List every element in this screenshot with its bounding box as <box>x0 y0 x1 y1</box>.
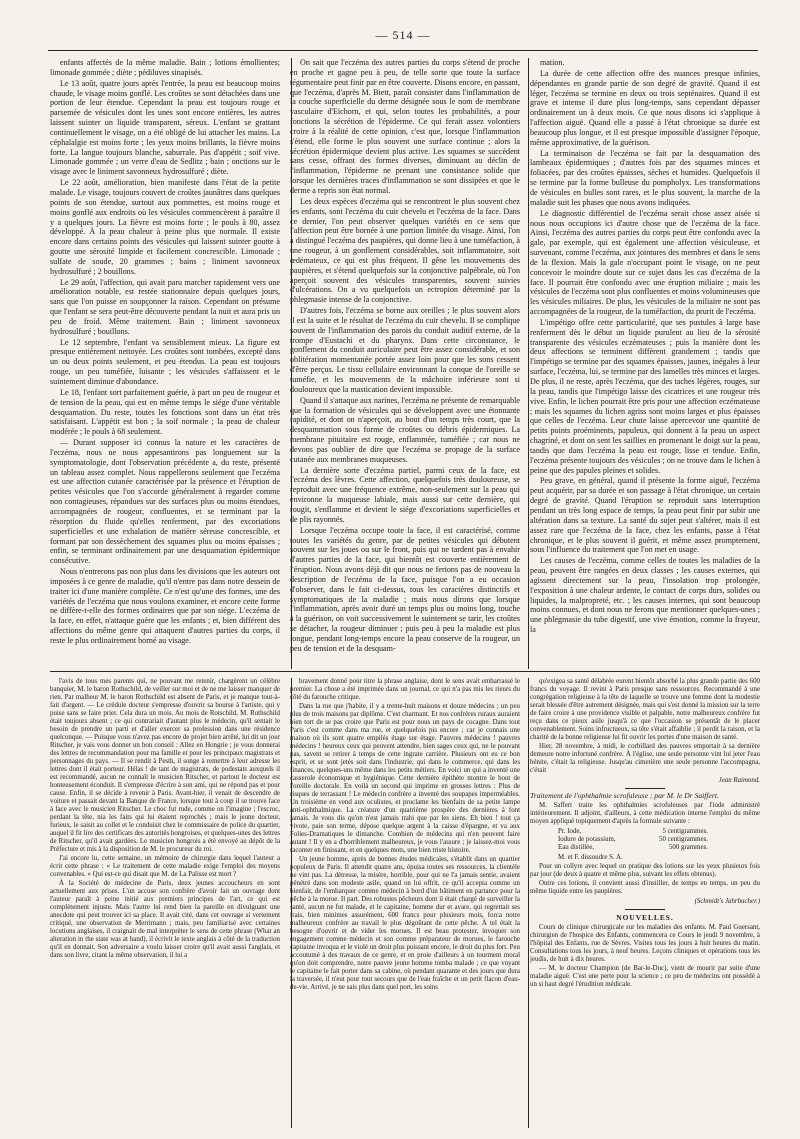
prescription-formula <box>558 828 760 852</box>
ingredient-name: Pr. Iode, <box>558 828 582 835</box>
paragraph: qu'exigea sa santé délabrée eurent bientôt absorbé la plus grande partie des 600 francs du voyage. Il revint à Paris presque sans ressources. Recommandé à une congrégation religieuse à la tête de laquelle se trouve une femme dont la modestie serait blessée d'être autrement désignée, mais qui s'est donné la mission sur la terre de faire croire à une providence visible et palpable, notre malheureux confrère fut reçu dans ce pieux asile jusqu'à ce que l'occasion se présentât de le placer convenablement. Soins infructueux, sa tête s'était affaiblie ; il perdit la raison, et la charité de la bonne religieuse lui fit ouvrir les portes d'une maison de santé. <box>530 678 760 741</box>
news-item: Cours de clinique chirurgicale sur les maladies des enfants. M. Paul Guersant, chirurgien de l'hospice des Enfants, commencera ce Cours le jeudi 9 novembre, à l'hôpital des Enfants, rue de Sèvres. Visites tous les jours à huit heures du matin. Consultations tous les jours, à neuf heures. Leçons cliniques et opérations tous les jeudis, de huit à dix heures. <box>530 924 760 963</box>
ingredient-quantity: 500 grammes. <box>668 844 708 851</box>
paragraph: — Durant supposer ici connus la nature et les caractères de l'eczéma, nous ne nous appesantirons pas longuement sur la symptomatologie, dont l'observation précédente a, du reste, présenté un tableau assez complet. Nous rappellerons seulement que l'eczéma est une affection cutanée caractérisée par la présence et l'éruption de petites vésicules que l'on s'accorde généralement à regarder comme non contagieuses, répandues sur des surfaces plus ou moins étendues, accompagnées de rougeur, confluentes, et se terminant par la résorption du fluide qu'elles renferment, par des excoriations superficielles et une exhalation de matière séreuse concrescible, et formant par son dessèchement des squames plus ou moins épaisses ; enfin, se terminant ordinairement par une desquamation épidermique consécutive. <box>50 438 280 566</box>
paragraph: enfants affectés de la même maladie. Bain ; lotions émollientes; limonade gommée ; diète ; pédiluves sinapisés. <box>50 58 280 77</box>
paragraph: Les deux espèces d'eczéma qui se rencontrent le plus souvent chez les enfants, sont l'eczéma du cuir chevelu et l'eczéma de la face. Dans ce dernier, l'on peut observer quelques variétés en ce sens que l'affection peut être bornée à une portion limitée du visage. Ainsi, l'on a distingué l'eczéma des paupières, qui donne lieu à une tuméfaction, à une rougeur, à un gonflement considérables, soit inflammatoire, soit œdémateux, ce qui est plus fréquent. Il gêne les mouvements des paupières, et s'étend quelquefois sur la conjonctive palpébrale, où l'on aperçoit souvent des vésicules transparentes, souvent suivies d'ulcérations. On a vu quelquefois un ectropion déterminé par la phlegmasie intense de la conjonctive. <box>290 196 520 305</box>
small-rule <box>625 788 665 789</box>
main-article-columns <box>50 58 760 669</box>
small-rule <box>625 909 665 910</box>
paragraph: D'autres fois, l'eczéma se borne aux oreilles ; le plus souvent alors il est la suite et le résultat de l'eczéma du cuir chevelu. Il se complique souvent de l'inflammation des parois du conduit auditif externe, de la trompe d'Eustachi et du pharynx. Dans cette circonstance, le gonflement du conduit auriculaire peut être assez considérable, et son oblitération momentanée portée assez loin pour que les sons cessent d'être perçus. Le tissu cellulaire environnant la conque de l'oreille se tuméfie, et les mouvements de la mâchoire inférieure sont si douloureux que la mastication devient impossible. <box>290 306 520 394</box>
paragraph: La dernière sorte d'eczéma partiel, parmi ceux de la face, est l'eczéma des lèvres. Cette affection, quelquefois très douloureuse, se reproduit avec une fréquence extrême, non-seulement sur la peau qui environne la muqueuse labiale, mais aussi sur cette dernière, qui rougit, s'enflamme et devient le siége d'excoriations superficielles et de plis rayonnés. <box>290 465 520 524</box>
paragraph: Le 18, l'enfant sort parfaitement guérie, à part un peu de rougeur et de tension de la peau, qui est en même temps le siége d'une véritable desquamation. Du reste, toutes les fonctions sont dans un état très satisfaisant. L'appétit est bon ; la soif normale ; la peau de chaleur modérée ; le pouls à 68 seulement. <box>50 387 280 437</box>
feuilleton-columns <box>50 678 760 1128</box>
paragraph: l'avis de tous mes parents qui, ne pouvant me retenir, chargèrent un célèbre banquier, M. le baron Rothschild, de veiller sur moi et de ne me laisser manquer de rien. Par malheur M. le baron Rothschild est absent de Paris, et je manque tout-à-fait d'argent. — Le crédule docteur s'empresse d'ouvrir sa bourse à l'artiste, qui y puise sans se faire prier. Cela dura un mois. Au mois de Rotschild, M. Rothschild était toujours absent ; ce qui contrariait d'autant plus le médecin, qu'il sentait le besoin de prendre un parti et d'aller exercer sa profession dans une résidence quelconque. — Puisque vous n'avez pas encore de projet bien arrêté, lui dit un jour Ritscher, je vais vous donner un bon conseil : Allez en Hongrie ; je vous donnerai des lettres de recommandation pour ma famille et pour les principaux magistrats et personnages du pays. — Il se rendit à Pesth, il songe à remettre à leur adresse les lettres dont il était porteur. Hélas ! de tant de magistrats, de podestats auxquels il est recommandé, aucun ne connaît le musicien Ritscher, et partout le docteur est honteusement éconduit. Il s'empresse d'écrire à son ami, qui ne répond pas et pour cause. Enfin, il se décide à revenir à Paris. Avant-hier, il venait de descendre de voiture et passait devant la Banque de France, lorsque tout à coup il se trouve face à face avec le musicien Ritscher. Le choc fut rude, comme on l'imagine ; l'escroc, perdant la tête, nia les faits qui lui étaient reprochés ; mais le jeune docteur, furieux, le saisit au collet et le conduisit chez le commissaire de police du quartier, auquel il fit lire des certificats des autorités hongroises, et quelques-unes des lettres de Ritscher, qu'il avait gardées. Le musicien hongrois a été envoyé au dépôt de la Préfecture et mis à la disposition de M. le procureur du roi. <box>50 678 280 853</box>
paragraph: Pour un collyre avec lequel on pratique des lotions sur les yeux plusieurs fois par jour (de deux à quatre et même plus, suivant les effets obtenus). <box>530 863 760 878</box>
paragraph: À la Société de médecine de Paris, deux jeunes accoucheurs en sont actuellement aux prises. L'un accuse son confrère d'avoir fait un ouvrage dont l'auteur paraît à peine initié aux premiers principes de l'art, ce qui est complètement injuste. Mais l'autre lui rend bien la pareille en divulguant une anecdote qui peut trouver ici sa place. Il avait cité, dans cet ouvrage si vertement critiqué, une observation de Merrimann ; mais, peu familiarisé avec certaines locutions anglaises, il craignait de mal interpréter le sens de cette phrase (What an alteration in the state was at hand), il écrivit le texte anglais à côté de la traduction qu'il en donnait. Son adversaire a voulu laisser croire qu'il avait aussi l'anglais, et dans son livre, citant la même observation, il lui a <box>50 880 280 959</box>
column-divider <box>291 58 292 669</box>
ingredient-name: Iodure de potassium, <box>558 836 616 843</box>
bottom-column-2 <box>290 678 520 1128</box>
page-header <box>48 20 758 44</box>
bottom-column-1 <box>50 678 280 1128</box>
paragraph: Quand il s'attaque aux narines, l'eczéma ne présente de remarquable que la formation de vésicules qui se développent avec une étonnante rapidité, et dont on n'aperçoit, au bout d'un temps très court, que la desquammation sous forme de croûtes ou débris épidermiques. La membrane pituitaire est rouge, enflammée, tuméfiée ; car nous ne devons pas oublier de dire que l'eczéma se propage de la surface cutanée aux membranes muqueuses. <box>290 395 520 464</box>
paragraph: bravement donné pour titre la phrase anglaise, dont le sens avait embarrassé le premier. La chose a été imprimée dans un journal, ce qui n'a pas mis les rieurs du côté du farouche critique. <box>290 678 520 701</box>
paragraph: On sait que l'eczéma des autres parties du corps s'étend de proche en proche et gagne peu à peu, de telle sorte que toute la surface tégumentaire peut finir par en être couverte. Disons encore, en passant, que l'eczéma, d'après M. Biett, paraît consister dans l'inflammation de la couche superficielle du derme désignée sous le nom de membrane vasculaire d'Eichorn, et qui, selon toutes les probabilités, a pour fonctions la sécrétion de l'épiderme. Ce qui ferait assez volontiers croire à la réalité de cette opinion, c'est que, lorsque l'inflammation s'étend, elle forme le plus souvent une surface continue ; alors la sécrétion épidermique devient plus active. Les squames se succèdent sans cesse, offrant des formes diverses, diminuant au déclin de l'inflammation, l'épiderme ne prenant une consistance solide que lorsque les dernières traces d'inflammation se sont dissipées et que le derme a repris son état normal. <box>290 58 520 195</box>
paragraph: mation. <box>540 58 565 67</box>
ingredient-quantity: 50 centigrammes. <box>659 836 708 843</box>
paragraph: Outre ces lotions, il convient aussi d'instiller, de temps en temps, un peu du même liquide entre les paupières. <box>530 880 760 895</box>
paragraph: Le 13 août, quatre jours après l'entrée, la peau est beaucoup moins chaude, le visage moins gonflé. Les croûtes se sont détachées dans une portion de leur étendue. Cependant la peau est toujours rouge et parsemée de vésicules dont les unes sont encore entières, les autres laissent suinter un liquide transparent, séreux. L'enfant se grattant continuellement le visage, on a été obligé de lui attacher les mains. La céphalalgie est moins forte ; les yeux moins brillants, la fièvre moins forte. La langue toujours blanche, saburrale. Pas d'appétit ; soif vive. Limonade gommée ; un verre d'eau de Sedlitz ; bain ; onctions sur le visage avec le liniment savonneux hydrosulfuré ; diète. <box>50 78 280 177</box>
formula-row <box>558 828 708 836</box>
ingredient-name: Eau distillée, <box>558 844 594 851</box>
top-column-3 <box>530 58 760 669</box>
paragraph: Le diagnostic différentiel de l'eczéma serait chose assez aisée si nous nous occupions ici d'autre chose que de l'eczéma de la face. Ainsi, l'eczéma des autres parties du corps peut être confondu avec la gale, par exemple, qui est également une affection vésiculeuse, et survenant, comme l'eczéma, aux jointures des membres et dans le sens de la flexion. Mais la gale n'occupant point le visage, on ne peut concevoir le moindre doute sur ce sujet dans les cas d'eczéma de la face. Il pourrait être confondu avec une éruption miliaire ; mais les vésicules de l'eczéma sont plus confluentes et moins volumineuses que les vésicules miliaires. De plus, les vésicules de la miliaire ne sont pas accompagnées de la rougeur, de la tuméfaction, du prurit de l'eczéma. <box>530 208 760 317</box>
formula-row <box>558 836 708 844</box>
formula-note: M. et F. dissoudre S. A. <box>558 854 623 861</box>
page-number: — 514 — <box>375 28 431 42</box>
paragraph: Les causes de l'eczéma, comme celles de toutes les maladies de la peau, peuvent être rangées en deux classes ; les causes externes, qui agissent directement sur la peau, l'insolation trop prolongée, l'exposition à une chaleur ardente, le contact de corps durs, solides ou liquides, la malpropreté, etc. ; les causes internes, qui sont beaucoup moins connues, et dont nous ne ferons que mentionner quelques-unes ; une phlegmasie du tube digestif, une vive émotion, comme la frayeur, la <box>530 556 760 635</box>
article-title: Traitement de l'ophthalmie scrofuleuse ; par M. le Dr Saiffert. <box>530 791 719 800</box>
news-item: — M. le docteur Champion (de Bar-le-Duc), vient de mourir par suite d'une maladie aiguë. C'est une perte pour la science ; ce peu de médecins ont possédé à un si haut degré l'érudition médicale. <box>530 965 760 988</box>
column-divider <box>291 678 292 1128</box>
section-divider <box>50 671 760 672</box>
paragraph: Peu grave, en général, quand il présente la forme aiguë, l'eczéma peut acquérir, par sa durée et son passage à l'état chronique, un certain degré de gravité. Quand l'éruption se reproduit sans interruption pendant un très long espace de temps, la peau peut finir par subir une altération dans sa texture. La santé du sujet peut s'altérer, mais il est assez rare que l'eczéma de la face, chez les enfants, passe à l'état chronique, et le plus souvent il guérit, et même assez promptement, sous l'influence du traitement que l'on met en usage. <box>530 476 760 555</box>
header-rule <box>48 50 758 51</box>
paragraph: Le 22 août, amélioration, bien manifeste dans l'état de la petite malade. Le visage, toujours couvert de croûtes jaunâtres dans quelques points de son étendue, surtout aux pommettes, est moins rouge et moins gonflé aux endroits où les vésicules commencèrent à paraître il y a quelques jours. La fièvre est moins forte ; le pouls à 80, assez développé. À la peau chaleur à peine plus que normale. Il existe encore dans certains points des vésicules qui laissent suinter goutte à goutte une sérosité limpide et facilement concrescible. Limonade ; sulfate de soude, 20 grammes ; bains ; liniment savonneux hydrosulfuré ; 2 bouillons. <box>50 178 280 276</box>
ingredient-quantity: 5 centigrammes. <box>662 828 708 835</box>
signature: Jean Raimond. <box>718 777 760 784</box>
paragraph: La terminaison de l'eczéma se fait par la desquamation des lambeaux épidermiques ; d'autres fois par des squames minces et foliacées, par des croûtes épaisses, sèches et humides. Quelquefois il se termine par la forme bulleuse du pompholyx. Les transformations de vésicules en bulles sont rares, et le plus souvent, la marche de la maladie suit les phases que nous avons indiquées. <box>530 148 760 207</box>
bottom-column-3 <box>530 678 760 1128</box>
column-divider <box>528 678 529 1128</box>
paragraph: Nous n'entrerons pas non plus dans les divisions que les auteurs ont imposées à ce genre de maladie, qu'il n'entre pas dans notre dessein de traiter ici d'une manière complète. Ce n'est qu'une des formes, une des variétés de l'eczéma que nous voulons examiner, et encore cette forme ne diffère-t-elle des formes ordinaires que par son siége. L'eczéma de la face, en effet, n'attaque guère que les enfants ; et, bien différent des affections du même genre qui attaquent d'autres parties du corps, il reste le plus ordinairement borné au visage. <box>50 567 280 645</box>
paragraph: Lorsque l'eczéma occupe toute la face, il est caractérisé, comme toutes les variétés du genre, par de petites vésicules qui débutent souvent sur les joues ou sur le front, puis qui ne tardent pas à envahir d'autres parties de la face, qui bientôt est couverte entièrement de l'éruption. Nous avons déjà dit que nous ne ferions pas de nouveau la description de l'eczéma de la face, puisque l'on a eu occasion d'observer, dans le fait ci-dessus, tous les caractères distinctifs et symptomatiques de la maladie ; mais nous dirons que lorsque l'inflammation, après avoir duré un temps plus ou moins long, touche à la guérison, on voit successivement le suintement se tarir, les croûtes se détacher, la rougeur diminuer ; puis peu à peu la maladie est plus longue, pendant long-temps encore la peau conserve de la rougeur, un peu de tension et de la desquam- <box>290 525 520 653</box>
paragraph: Dans la rue que j'habite, il y a trente-huit maisons et douze médecins ; un peu plus de trois maisons par diplôme. C'est charmant. Et nos confrères ruraux auraient bien tort de se pas croire que Paris est pour nous un pays de cocagne. Dans tout Paris c'est comme dans ma rue, et quelquefois pis encore ; car je connais une maison où ils sont quatre empilés étage sur étage. Pauvres médecins ! pauvres médecins ! heureux ceux qui peuvent attendre, bien sages ceux qui, ne le pouvant pas, savent se retirer à temps de cette ingrate carrière. Plusieurs ont eu ce bon esprit, et se sont jetés soit dans l'industrie, qui dans le commerce, qui dans les finances, quelques-uns même dans les petits métiers. En voici un qui a inventé une casserole économique et hygiénique. Cette dernière épithète montre le bout de l'oreille doctorale. En voilà un second qui imprime en grosses lettres : Plus de risques de terrassant ! Le médecin confrère a inventé des soupapes imperméables. Un troisième en vend aux oculistes, et proclame les bienfaits de sa petite lampe anti-ophthalmique. La créature d'un quatrième prospère des dernières à font jamais. Je vous dis qu'on n'est jamais trahi que par les siens. Eh bien ! tout ça vivote, paie son terme, dépose quelque argent à la caisse d'épargne, et va aux Folies-Dramatiques le dimanche. Combien de médecins qui n'en peuvent faire autant ! Il y en a d'horriblement malheureux, je vous l'assure ; je laissez-moi vous raconter en finissant, et en quelques mots, une bien triste histoire. <box>290 703 520 854</box>
paragraph: Un jeune homme, après de bonnes études médicales, s'établit dans un quartier populeux de Paris. Il attendit quatre ans, épuisa toutes ses ressources, la clientèle ne vint pas. La détresse, la misère, horrible, pour qui ne l'a jamais sentie, avaient pénétré dans son modeste asile, quand on lui offrit, ce qu'il accepta comme un bienfait, de l'embarquer comme médecin à bord d'un bâtiment en partance pour la pêche à la morue. Il part. Des robustes pêcheurs dont il était chargé de surveiller la santé, aucun ne fut malade, et le capitaine, homme dur et avare, qui regrettait ses frais, bien minimes assurément, 600 francs pour plusieurs mois, forca notre malheureux confrère au travail le plus dégoûtant de cette pêche. À tel était la besogne d'ouvrir et de vider les morues. Il est beau protester, invoquer son engagement comme médecin et son comme préparateur de morues, le farouche capitaine invoqua et le violé un droit plus puissant encore, le droit du plus fort. Peu accoutumé à des travaux de ce genre, et en proie d'ailleurs à un tourment moral qu'on doit comprendre, notre pauvre jeune homme tomba malade ; ce que voyant le capitaine le fait porter dans sa cabine, où pendant quarante et des jours que dura la traversée, il n'eut pour tout secours que de l'eau fraîche et un petit flacon d'eau-de-vie. Arrivé, je ne sais plus dans quel port, les soins <box>290 856 520 991</box>
paragraph: J'ai encore lu, cette semaine, un mémoire de chirurgie dans lequel l'auteur a écrit cette phrase : « Le traitement de cette maladie exige l'emploi des moyens convenables. » Qui est-ce qui disait que M. de La Palisse est mort ? <box>50 855 280 878</box>
paragraph: Le 12 septembre, l'enfant va sensiblement mieux. La figure est presque entièrement nettoyée. Les croûtes sont tombées, excepté dans un ou deux points seulement, et peu étendus. La peau est toujours rouge, un peu tuméfiée, luisante ; les vésicules s'affaissent et le suintement diminue d'abondance. <box>50 337 280 386</box>
paragraph: M. Saffert traite les ophthalmies scrofuleuses par l'iode administré intérieurement. Il adjoint, d'ailleurs, à cette médication interne l'emploi du même moyen appliqué topiquement d'après la formule suivante : <box>530 802 760 825</box>
paragraph: Le 29 août, l'affection, qui avait paru marcher rapidement vers une amélioration notable, est restée stationnaire depuis quelques jours, sans que l'on puisse en soupçonner la raison. Cependant on présume que l'enfant se sera peut-être découverte pendant la nuit et aura pris un peu de froid. Même traitement. Bain ; liniment savonneux hydrosulfuré ; bouillons. <box>50 277 280 336</box>
top-column-1 <box>50 58 280 669</box>
news-heading: NOUVELLES. <box>616 913 674 922</box>
column-divider <box>528 58 529 669</box>
formula-row <box>558 844 708 852</box>
paragraph: Hier, 28 novembre, à midi, le corbillard des pauvres emportait à sa dernière demeure notre infortuné confrère. À l'église, une seule personne vint lui jeter l'eau bénite, c'était la religieuse. Jusqu'au cimetière une seule personne l'accompagna, c'était <box>530 743 760 774</box>
paragraph: La durée de cette affection offre des nuances presque infinies, dépendantes en grande partie de son degré de gravité. Quand il est léger, l'eczéma se termine en deux ou trois septénaires. Quand il est grave et intense il dure plus long-temps, sans cependant dépasser ordinairement un à deux mois. Ce que nous disons ici s'applique à l'affection aiguë. Quand elle a passé à l'état chronique sa durée est beaucoup plus longue, et il est presque impossible d'assigner l'époque, même approximative, de la guérison. <box>530 68 760 147</box>
paragraph: L'impétigo offre cette particularité, que ses pustules à large base renferment dès le début un liquide purulent au lieu de la sérosité transparente des vésicules eczémateuses ; puis la manière dont les deux affections se terminent diffèrent grandement ; tandis que l'impétigo se termine par des squames épaisses, jaunes, inégales à leur surface, l'eczéma, lui, se termine par des lamelles très minces et larges. De plus, il ne reste, après l'eczéma, que des taches légères, rouges, sur la peau, tandis que l'impétigo laisse des cicatrices et une rougeur très vive. Enfin, le lichen pourrait être pris pour une affection eczémateuse ; mais les squames du lichen agriss sont moins larges et plus épaisses que celles de l'eczéma. Leur chute laisse apercevoir une quantité de petits points proéminents, papuleux, qui donnent à la peau un aspect chagriné, et dont on sent les saillies en promenant le doigt sur la peau, tandis que dans l'eczéma la peau est rouge, lisse et tendue. Enfin, l'eczéma présente toujours des vésicules ; on ne trouve dans le lichen à peine que des papules pleines et solides. <box>530 317 760 475</box>
article-source: (Schmidt's Jahrbucher.) <box>694 898 760 905</box>
top-column-2 <box>290 58 520 669</box>
